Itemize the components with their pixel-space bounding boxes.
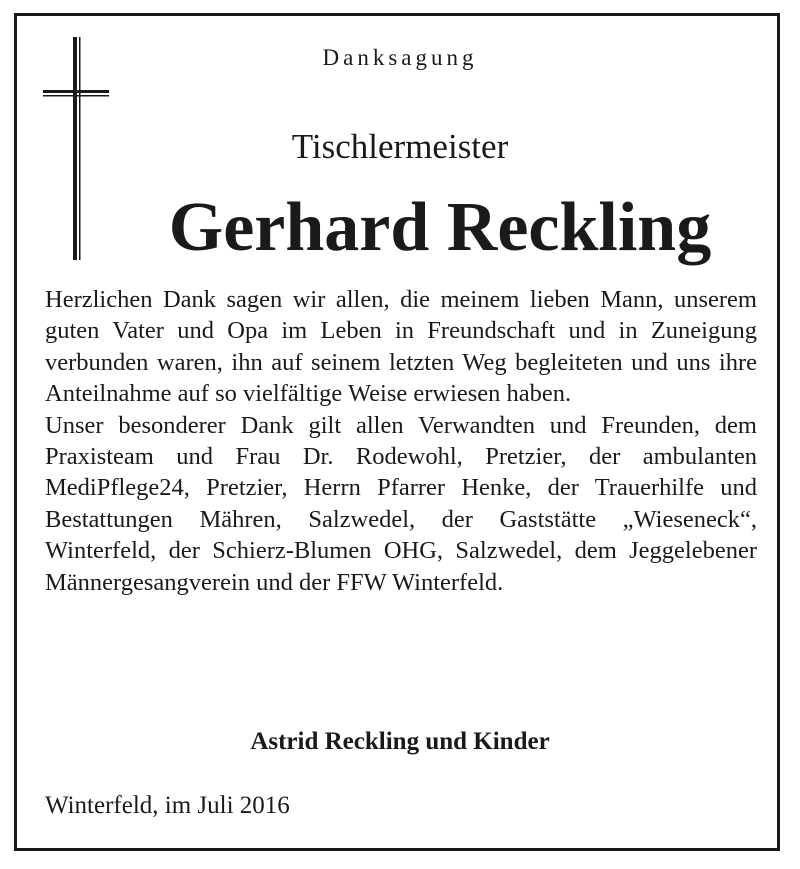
deceased-name: Gerhard Reckling [168,189,712,266]
deceased-profession: Tischlermeister [291,127,509,166]
signature: Astrid Reckling und Kinder [250,728,550,755]
notice-heading: Danksagung [322,45,478,70]
place-date: Winterfeld, im Juli 2016 [45,792,290,819]
notice-body [45,284,757,598]
special-thanks-paragraph: Unser besonderer Dank gilt allen Verwandten und Freunden, dem Praxisteam und Frau Dr. Rodewohl, Pretzier, der ambulanten MediPflege24, Pretzier, Herrn Pfarrer Henke, der Trauerhilfe und Bestattungen Mähren, Salzwedel, der Gaststätte „Wieseneck“, Winterfeld, der Schierz-Blumen OHG, Salzwedel, dem Jeggelebener Männergesangverein und der FFW Winterfeld. [45,411,757,596]
thanks-paragraph: Herzlichen Dank sagen wir allen, die meinem lieben Mann, unserem guten Vater und Opa im Leben in Freundschaft und in Zuneigung verbunden waren, ihn auf seinem letzten Weg begleiteten und uns ihre Anteilnahme auf so vielfältige Weise erwiesen haben. [45,286,757,408]
